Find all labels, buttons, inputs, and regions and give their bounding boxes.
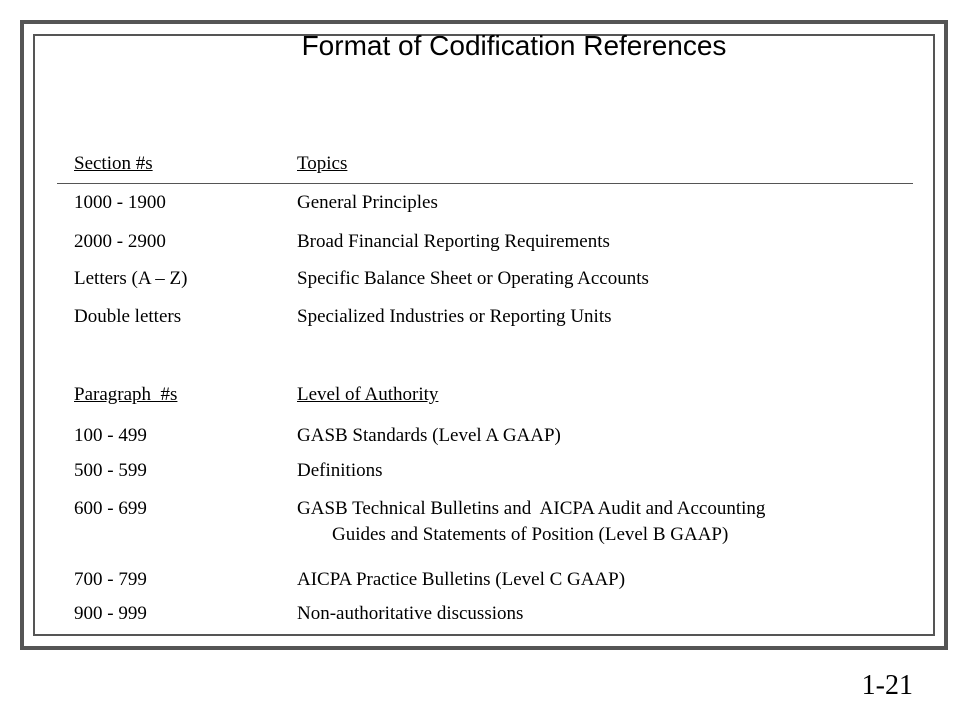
section-topic: Specialized Industries or Reporting Units <box>297 306 612 327</box>
section-topic: Broad Financial Reporting Requirements <box>297 231 610 252</box>
paragraph-range: 100 - 499 <box>74 425 147 446</box>
authority-level: Non-authoritative discussions <box>297 603 524 624</box>
authority-level: Definitions <box>297 460 383 481</box>
authority-level: GASB Standards (Level A GAAP) <box>297 425 561 446</box>
slide-title: Format of Codification References <box>301 30 727 61</box>
section-range: 2000 - 2900 <box>74 231 166 252</box>
authority-level <box>297 496 765 548</box>
section-topic: Specific Balance Sheet or Operating Accounts <box>297 268 649 289</box>
paragraph-range: 500 - 599 <box>74 460 147 481</box>
section-range: Double letters <box>74 306 182 327</box>
paragraph-range: 600 - 699 <box>74 498 147 519</box>
section-range: Letters (A – Z) <box>74 268 188 289</box>
section-header-col2: Topics <box>297 153 348 174</box>
header-divider <box>57 183 913 184</box>
section-range: 1000 - 1900 <box>74 192 166 213</box>
section-topic: General Principles <box>297 192 438 213</box>
section-header-col1: Section #s <box>74 153 153 174</box>
paragraph-range: 700 - 799 <box>74 569 147 590</box>
paragraph-header-col1: Paragraph #s <box>74 384 178 405</box>
authority-level-line1: GASB Technical Bulletins and AICPA Audit and Accounting <box>297 498 766 519</box>
paragraph-header-col2: Level of Authority <box>297 384 439 405</box>
authority-level: AICPA Practice Bulletins (Level C GAAP) <box>297 569 626 590</box>
slide-frame <box>20 20 948 650</box>
authority-level-line2: Guides and Statements of Position (Level B GAAP) <box>332 524 729 545</box>
page-number: 1-21 <box>861 670 913 701</box>
paragraph-range: 900 - 999 <box>74 603 147 624</box>
